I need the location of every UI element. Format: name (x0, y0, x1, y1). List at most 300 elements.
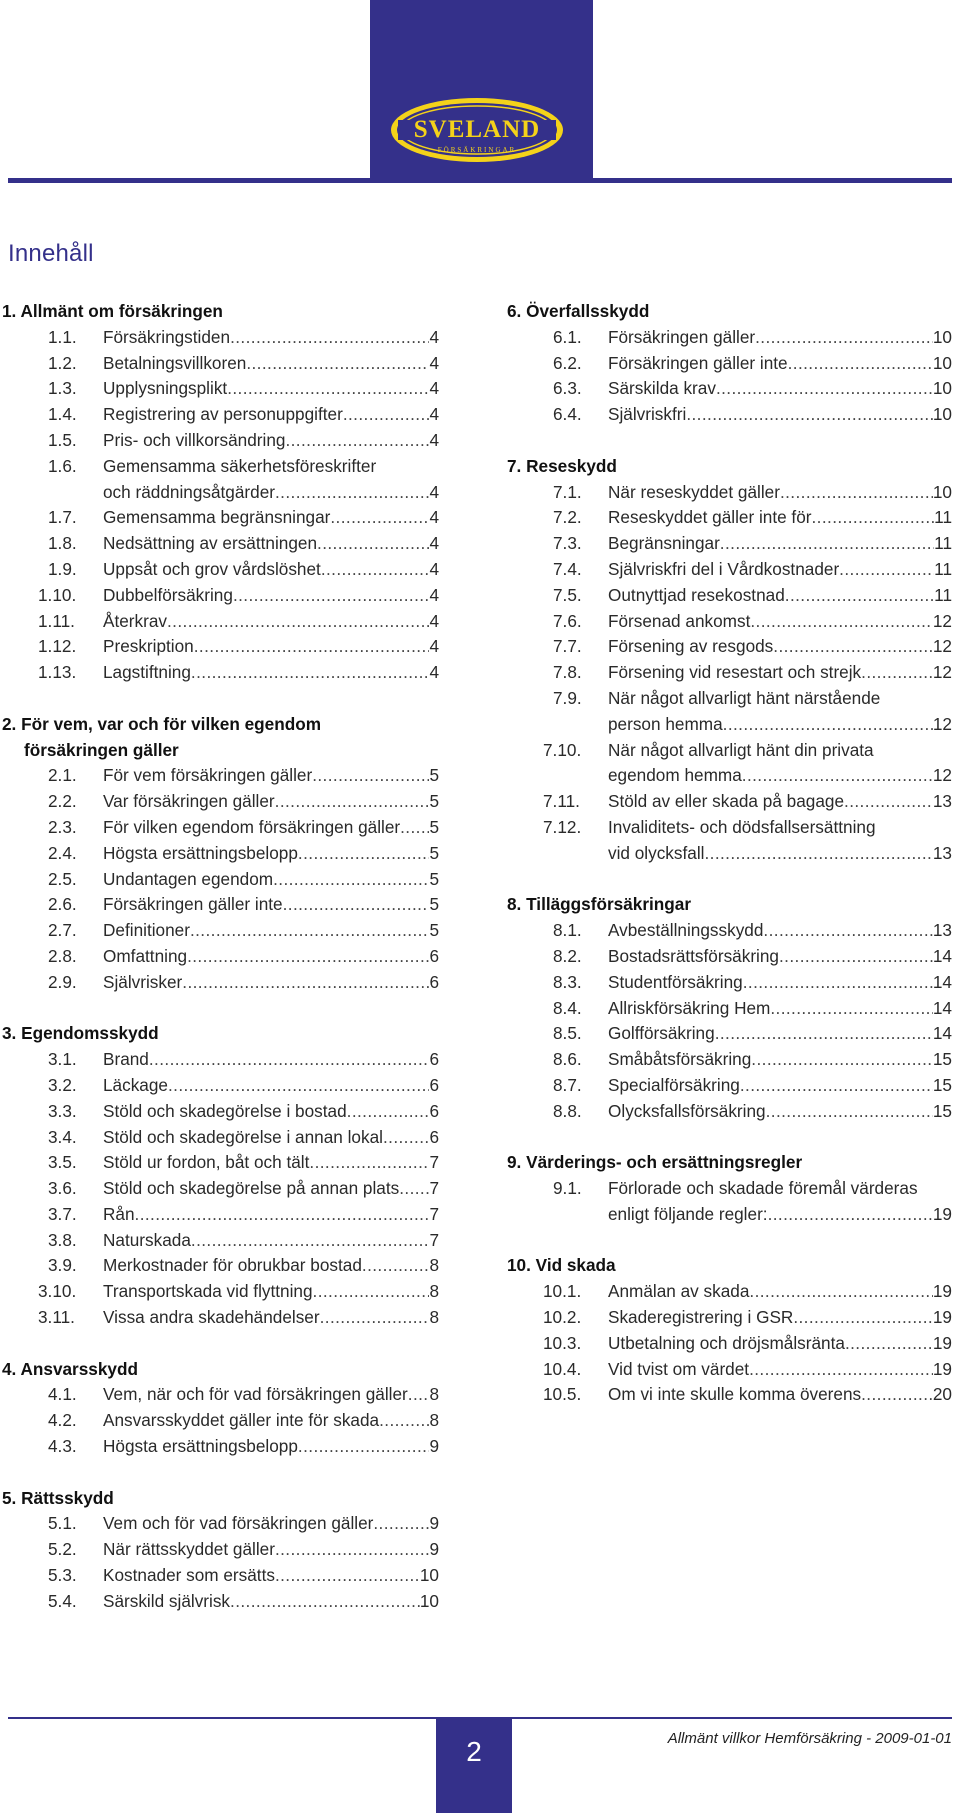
toc-entry-page: 7 (429, 1203, 439, 1224)
dot-leader (704, 841, 932, 867)
toc-entry-body (103, 1253, 439, 1279)
toc-section (507, 892, 952, 1124)
toc-entry-last-line (608, 531, 952, 557)
toc-entry-number: 2.7. (48, 920, 77, 941)
toc-entry[interactable] (507, 376, 952, 402)
toc-entry-last-line (608, 918, 952, 944)
toc-section (507, 1253, 952, 1408)
toc-entry-title-line: Begränsningar (608, 533, 720, 554)
toc-entry-last-line (103, 867, 439, 893)
toc-entry-title-line: Allriskförsäkring Hem (608, 997, 771, 1018)
toc-entry-body (608, 1357, 952, 1383)
toc-entry[interactable] (507, 1021, 952, 1047)
toc-entry-last-line (608, 609, 952, 635)
toc-entry-number: 3.9. (48, 1255, 77, 1276)
toc-title: Innehåll (8, 240, 94, 267)
toc-entry-title-line: Stöld av eller skada på bagage (608, 791, 845, 812)
toc-entry[interactable] (507, 660, 952, 686)
toc-entry[interactable] (507, 557, 952, 583)
toc-entry-body (608, 583, 952, 609)
toc-entry-body (608, 1021, 952, 1047)
toc-entry-number: 7.4. (553, 558, 582, 579)
toc-entry-body (103, 815, 439, 841)
toc-entry[interactable] (507, 815, 952, 867)
toc-entry[interactable] (507, 1382, 952, 1408)
toc-entry-title-line: Försenad ankomst (608, 610, 751, 631)
toc-entry-body (103, 1150, 439, 1176)
toc-entry[interactable] (507, 1047, 952, 1073)
toc-entry-body (103, 1202, 439, 1228)
toc-entry[interactable] (507, 918, 952, 944)
toc-entry[interactable] (507, 402, 952, 428)
toc-entry-last-line (608, 505, 952, 531)
toc-entry-body (608, 789, 952, 815)
toc-entry-title-line: enligt följande regler: (608, 1203, 768, 1224)
toc-entry-body (103, 454, 439, 506)
toc-section-title (507, 1253, 952, 1279)
toc-entry[interactable] (507, 738, 952, 790)
toc-entry[interactable] (2, 1047, 439, 1073)
toc-entry-last-line (608, 1073, 952, 1099)
toc-section (507, 299, 952, 428)
toc-entry[interactable] (2, 531, 439, 557)
toc-entry-body (103, 428, 439, 454)
toc-entry-page: 11 (934, 584, 952, 605)
toc-entry-number: 3.8. (48, 1229, 77, 1250)
toc-entry-last-line (608, 1305, 952, 1331)
toc-entry-number: 1.4. (48, 404, 77, 425)
toc-entry-page: 12 (932, 662, 952, 683)
toc-entry-title-line: Nedsättning av ersättningen (103, 533, 318, 554)
toc-entry-body (103, 505, 439, 531)
toc-entry-body (103, 583, 439, 609)
toc-entry-title-line: Brand (103, 1049, 149, 1070)
dot-leader (135, 1202, 430, 1228)
toc-entry-number: 5.1. (48, 1513, 77, 1534)
toc-entry-number: 7.6. (553, 610, 582, 631)
toc-entry-body (103, 1228, 439, 1254)
toc-entry-last-line (608, 480, 952, 506)
toc-entry-last-line (103, 1382, 439, 1408)
toc-entry[interactable] (507, 1099, 952, 1125)
dot-leader (763, 918, 932, 944)
toc-entry[interactable] (507, 480, 952, 506)
toc-entry-body (608, 351, 952, 377)
toc-entry-title-line: Studentförsäkring (608, 971, 743, 992)
toc-entry-last-line (608, 376, 952, 402)
toc-entry-number: 1.3. (48, 378, 77, 399)
page-number: 2 (466, 1736, 482, 1767)
toc-entry-body (103, 918, 439, 944)
toc-entry-title-line: Invaliditets- och dödsfallsersättning (608, 816, 876, 837)
toc-entry[interactable] (2, 325, 439, 351)
toc-entry[interactable] (2, 583, 439, 609)
toc-entry-title-line: Vem och för vad försäkringen gäller (103, 1513, 374, 1534)
toc-entry-body (103, 325, 439, 351)
toc-entry-number: 10.2. (543, 1307, 582, 1328)
toc-entry-number: 1.7. (48, 507, 77, 528)
dot-leader (779, 944, 933, 970)
toc-entry-number: 3.1. (48, 1049, 77, 1070)
toc-entry-title-line: Reseskyddet gäller inte för (608, 507, 812, 528)
toc-entry-page: 20 (932, 1384, 952, 1405)
toc-entry-number: 8.8. (553, 1100, 582, 1121)
section-title-text: 5. Rättsskydd (2, 1487, 114, 1508)
toc-entry-title-line: Återkrav (103, 610, 167, 631)
toc-entry[interactable] (2, 1150, 439, 1176)
toc-entry[interactable] (2, 557, 439, 583)
toc-entry-body (608, 1331, 952, 1357)
toc-entry[interactable] (2, 841, 439, 867)
toc-entry-number: 3.7. (48, 1203, 77, 1224)
toc-entry[interactable] (2, 1176, 439, 1202)
toc-entry-last-line (103, 970, 439, 996)
dot-leader (298, 1434, 430, 1460)
toc-entry[interactable] (2, 1279, 439, 1305)
toc-entry-body (103, 402, 439, 428)
toc-entry-page: 14 (932, 971, 952, 992)
toc-entry-last-line (608, 1331, 952, 1357)
toc-entry[interactable] (507, 686, 952, 738)
toc-entry-page: 9 (429, 1436, 439, 1457)
dot-leader (383, 1125, 429, 1151)
toc-entry-page: 12 (932, 636, 952, 657)
toc-entry-title-line: Registrering av personuppgifter (103, 404, 343, 425)
toc-entry[interactable] (2, 789, 439, 815)
toc-entry-last-line (608, 325, 952, 351)
section-title-text: 9. Värderings- och ersättningsregler (507, 1152, 803, 1173)
toc-entry-body (103, 660, 439, 686)
toc-entry-body (103, 376, 439, 402)
toc-entry-number: 2.6. (48, 894, 77, 915)
toc-entry-title-line: Särskild självrisk (103, 1590, 231, 1611)
dot-leader (275, 789, 430, 815)
toc-entry[interactable] (507, 970, 952, 996)
toc-entry-title-line: Försening vid resestart och strejk (608, 662, 862, 683)
toc-entry-page: 8 (429, 1410, 439, 1431)
toc-entry-last-line (103, 763, 439, 789)
toc-entry[interactable] (2, 634, 439, 660)
toc-entry-page: 12 (932, 765, 952, 786)
toc-entry-number: 8.4. (553, 997, 582, 1018)
toc-entry[interactable] (507, 351, 952, 377)
toc-entry-page: 8 (429, 1307, 439, 1328)
toc-entry-title-line: Preskription (103, 636, 194, 657)
toc-entry-body (103, 1099, 439, 1125)
toc-entry-number: 3.4. (48, 1126, 77, 1147)
toc-entry[interactable] (2, 454, 439, 506)
toc-entry-title-line: Pris- och villkorsändring (103, 429, 286, 450)
toc-entry-page: 4 (429, 326, 439, 347)
dot-leader (230, 1589, 420, 1615)
toc-entry-body (608, 325, 952, 351)
toc-entry[interactable] (2, 944, 439, 970)
toc-entry[interactable] (2, 918, 439, 944)
dot-leader (845, 1331, 933, 1357)
toc-entry-title-line: Försäkringen gäller inte (103, 894, 283, 915)
toc-entry-last-line (103, 789, 439, 815)
toc-entry-number: 8.6. (553, 1049, 582, 1070)
toc-entry[interactable] (507, 944, 952, 970)
toc-entry[interactable] (2, 1228, 439, 1254)
section-title-text: 2. För vem, var och för vilken egendom (2, 713, 322, 734)
toc-entry-last-line (608, 1279, 952, 1305)
dot-leader (273, 867, 429, 893)
toc-entry-title-line: Stöld och skadegörelse i annan lokal (103, 1126, 383, 1147)
toc-entry-last-line (103, 1408, 439, 1434)
toc-entry-page: 5 (429, 894, 439, 915)
toc-entry-body (103, 1047, 439, 1073)
toc-entry-number: 1.6. (48, 455, 77, 476)
dot-leader (812, 505, 935, 531)
toc-entry-number: 8.5. (553, 1023, 582, 1044)
toc-entry-title-line: Naturskada (103, 1229, 191, 1250)
toc-entry-title-line: Olycksfallsförsäkring (608, 1100, 766, 1121)
dot-leader (312, 763, 429, 789)
toc-entry-page: 5 (429, 816, 439, 837)
toc-section (2, 299, 439, 686)
dot-leader (399, 1176, 429, 1202)
toc-entry-title-line: Avbeställningsskydd (608, 920, 764, 941)
toc-entry[interactable] (2, 1382, 439, 1408)
dot-leader (773, 634, 933, 660)
toc-entry-body (608, 1099, 952, 1125)
toc-entry[interactable] (507, 325, 952, 351)
toc-entry[interactable] (2, 1408, 439, 1434)
toc-entry[interactable] (2, 1434, 439, 1460)
toc-entry-number: 10.5. (543, 1384, 582, 1405)
toc-entry-number: 2.8. (48, 945, 77, 966)
toc-entry-page: 5 (429, 842, 439, 863)
toc-entry[interactable] (507, 1357, 952, 1383)
section-title-continuation: försäkringen gäller (24, 739, 179, 760)
toc-entry-page: 8 (429, 1255, 439, 1276)
toc-entry-page: 4 (429, 584, 439, 605)
toc-entry-title-line: Självriskfri del i Vårdkostnader (608, 558, 840, 579)
toc-entry[interactable] (507, 996, 952, 1022)
dot-leader (190, 918, 430, 944)
toc-entry-number: 4.3. (48, 1436, 77, 1457)
toc-entry-number: 2.1. (48, 765, 77, 786)
toc-entry[interactable] (2, 660, 439, 686)
toc-entry[interactable] (2, 1537, 439, 1563)
toc-entry-number: 7.3. (553, 533, 582, 554)
dot-leader (285, 428, 429, 454)
toc-entry[interactable] (2, 1253, 439, 1279)
toc-entry-title-line: Bostadsrättsförsäkring (608, 945, 779, 966)
toc-entry-title-line: Försäkringen gäller (608, 326, 756, 347)
toc-entry-page: 6 (429, 945, 439, 966)
toc-entry-body (103, 1589, 439, 1615)
toc-entry-page: 5 (429, 765, 439, 786)
toc-column-left (2, 299, 439, 1640)
toc-entry-title-line: Kostnader som ersätts (103, 1565, 275, 1586)
toc-entry[interactable] (2, 970, 439, 996)
toc-entry-number: 7.9. (553, 687, 582, 708)
toc-entry-title-line: För vem försäkringen gäller (103, 765, 313, 786)
toc-entry-last-line (103, 1228, 439, 1254)
toc-entry[interactable] (2, 609, 439, 635)
toc-entry-number: 1.1. (48, 326, 77, 347)
toc-entry-page: 12 (932, 610, 952, 631)
dot-leader (313, 1279, 430, 1305)
toc-entry[interactable] (2, 815, 439, 841)
toc-entry-body (103, 1434, 439, 1460)
toc-entry[interactable] (2, 892, 439, 918)
toc-entry-number: 8.3. (553, 971, 582, 992)
toc-entry-last-line (608, 634, 952, 660)
toc-entry-number: 3.6. (48, 1178, 77, 1199)
toc-entry[interactable] (507, 531, 952, 557)
toc-entry-last-line (608, 763, 952, 789)
toc-entry-title-line: Om vi inte skulle komma överens (608, 1384, 862, 1405)
toc-section (2, 1357, 439, 1460)
toc-entry-title-line: Gemensamma säkerhetsföreskrifter (103, 455, 377, 476)
toc-entry-number: 1.11. (38, 610, 75, 631)
toc-entry[interactable] (507, 1073, 952, 1099)
toc-entry[interactable] (2, 351, 439, 377)
toc-entry[interactable] (2, 402, 439, 428)
toc-entry[interactable] (2, 428, 439, 454)
toc-entry[interactable] (507, 609, 952, 635)
toc-entry-page: 7 (429, 1229, 439, 1250)
toc-entry[interactable] (2, 1125, 439, 1151)
toc-entry-number: 1.8. (48, 533, 77, 554)
toc-entry-title-line: Outnyttjad resekostnad (608, 584, 785, 605)
toc-entry[interactable] (507, 1331, 952, 1357)
section-title-text: 3. Egendomsskydd (2, 1023, 159, 1044)
toc-entry-title-line: Högsta ersättningsbelopp (103, 842, 298, 863)
toc-entry-title-line: Ansvarsskyddet gäller inte för skada (103, 1410, 380, 1431)
toc-entry[interactable] (507, 505, 952, 531)
toc-entry-page: 6 (429, 1049, 439, 1070)
toc-entry-page: 10 (932, 378, 952, 399)
toc-column-right (507, 299, 952, 1434)
toc-entry[interactable] (2, 1073, 439, 1099)
dot-leader (227, 376, 429, 402)
dot-leader (861, 1382, 933, 1408)
toc-entry-page: 7 (429, 1178, 439, 1199)
toc-entry-page: 4 (429, 429, 439, 450)
toc-entry-last-line (103, 1125, 439, 1151)
toc-entry-page: 11 (934, 558, 952, 579)
toc-entry[interactable] (2, 1563, 439, 1589)
toc-entry[interactable] (507, 1305, 952, 1331)
toc-entry-body (608, 686, 952, 738)
dot-leader (321, 557, 430, 583)
toc-entry-last-line (608, 841, 952, 867)
toc-entry-body (608, 402, 952, 428)
dot-leader (716, 376, 933, 402)
toc-entry-page: 8 (429, 1281, 439, 1302)
dot-leader (182, 970, 429, 996)
toc-entry-page: 19 (932, 1281, 952, 1302)
toc-entry-last-line (103, 609, 439, 635)
toc-entry[interactable] (2, 376, 439, 402)
toc-entry-title-line: När rättsskyddet gäller (103, 1539, 275, 1560)
toc-entry-title-line: Stöld och skadegörelse i bostad (103, 1100, 347, 1121)
toc-entry-body (608, 1047, 952, 1073)
dot-leader (283, 892, 430, 918)
toc-entry-last-line (103, 892, 439, 918)
toc-entry[interactable] (2, 1202, 439, 1228)
toc-entry[interactable] (2, 763, 439, 789)
toc-entry-last-line (103, 1537, 439, 1563)
toc-entry-number: 2.5. (48, 868, 77, 889)
toc-entry-title-line: Specialförsäkring (608, 1074, 740, 1095)
toc-entry-last-line (608, 996, 952, 1022)
toc-entry-number: 10.4. (543, 1358, 582, 1379)
toc-entry-last-line (608, 1382, 952, 1408)
toc-entry-number: 6.1. (553, 326, 582, 347)
toc-entry-page: 7 (429, 1152, 439, 1173)
toc-entry-last-line (608, 789, 952, 815)
dot-leader (233, 583, 430, 609)
toc-entry-last-line (103, 634, 439, 660)
toc-entry[interactable] (507, 634, 952, 660)
toc-entry[interactable] (2, 505, 439, 531)
toc-entry-last-line (103, 1099, 439, 1125)
toc-entry-number: 3.11. (38, 1307, 75, 1328)
toc-section (507, 1150, 952, 1227)
toc-entry-last-line (608, 712, 952, 738)
section-title-text: 4. Ansvarsskydd (2, 1358, 138, 1379)
toc-entry-number: 8.2. (553, 945, 582, 966)
toc-entry-body (608, 480, 952, 506)
toc-entry-title-line: Förlorade och skadade föremål värderas (608, 1178, 918, 1199)
toc-entry-body (103, 531, 439, 557)
toc-entry-body (608, 1176, 952, 1228)
toc-entry-page: 13 (932, 791, 952, 812)
toc-entry-body (608, 505, 952, 531)
toc-entry-title-line: och räddningsåtgärder (103, 481, 275, 502)
toc-entry-number: 3.2. (48, 1074, 77, 1095)
dot-leader (723, 712, 933, 738)
toc-entry-title-line: Högsta ersättningsbelopp (103, 1436, 298, 1457)
toc-entry[interactable] (2, 1511, 439, 1537)
footer-document-name: Allmänt villkor Hemförsäkring - 2009-01-01 (667, 1730, 952, 1747)
toc-entry-number: 2.9. (48, 971, 77, 992)
dot-leader (793, 1305, 933, 1331)
toc-entry-page: 5 (429, 920, 439, 941)
toc-entry[interactable] (507, 1279, 952, 1305)
toc-entry-last-line (103, 1305, 439, 1331)
toc-entry[interactable] (507, 583, 952, 609)
toc-entry-title-line: Försening av resgods (608, 636, 774, 657)
toc-entry[interactable] (2, 1305, 439, 1331)
toc-entry-last-line (103, 1279, 439, 1305)
toc-entry-body (103, 1279, 439, 1305)
toc-entry-page: 12 (932, 713, 952, 734)
toc-entry[interactable] (507, 1176, 952, 1228)
toc-entry[interactable] (2, 1589, 439, 1615)
toc-entry-page: 4 (429, 636, 439, 657)
toc-entry[interactable] (507, 789, 952, 815)
toc-entry-body (608, 531, 952, 557)
toc-entry-body (103, 1511, 439, 1537)
dot-leader (749, 1279, 932, 1305)
dot-leader (347, 1099, 430, 1125)
dot-leader (720, 531, 934, 557)
toc-entry[interactable] (2, 867, 439, 893)
dot-leader (191, 1228, 430, 1254)
toc-entry-body (608, 660, 952, 686)
dot-leader (768, 1202, 933, 1228)
toc-section (2, 1486, 439, 1615)
toc-entry[interactable] (2, 1099, 439, 1125)
toc-entry-body (608, 557, 952, 583)
toc-entry-body (103, 1382, 439, 1408)
